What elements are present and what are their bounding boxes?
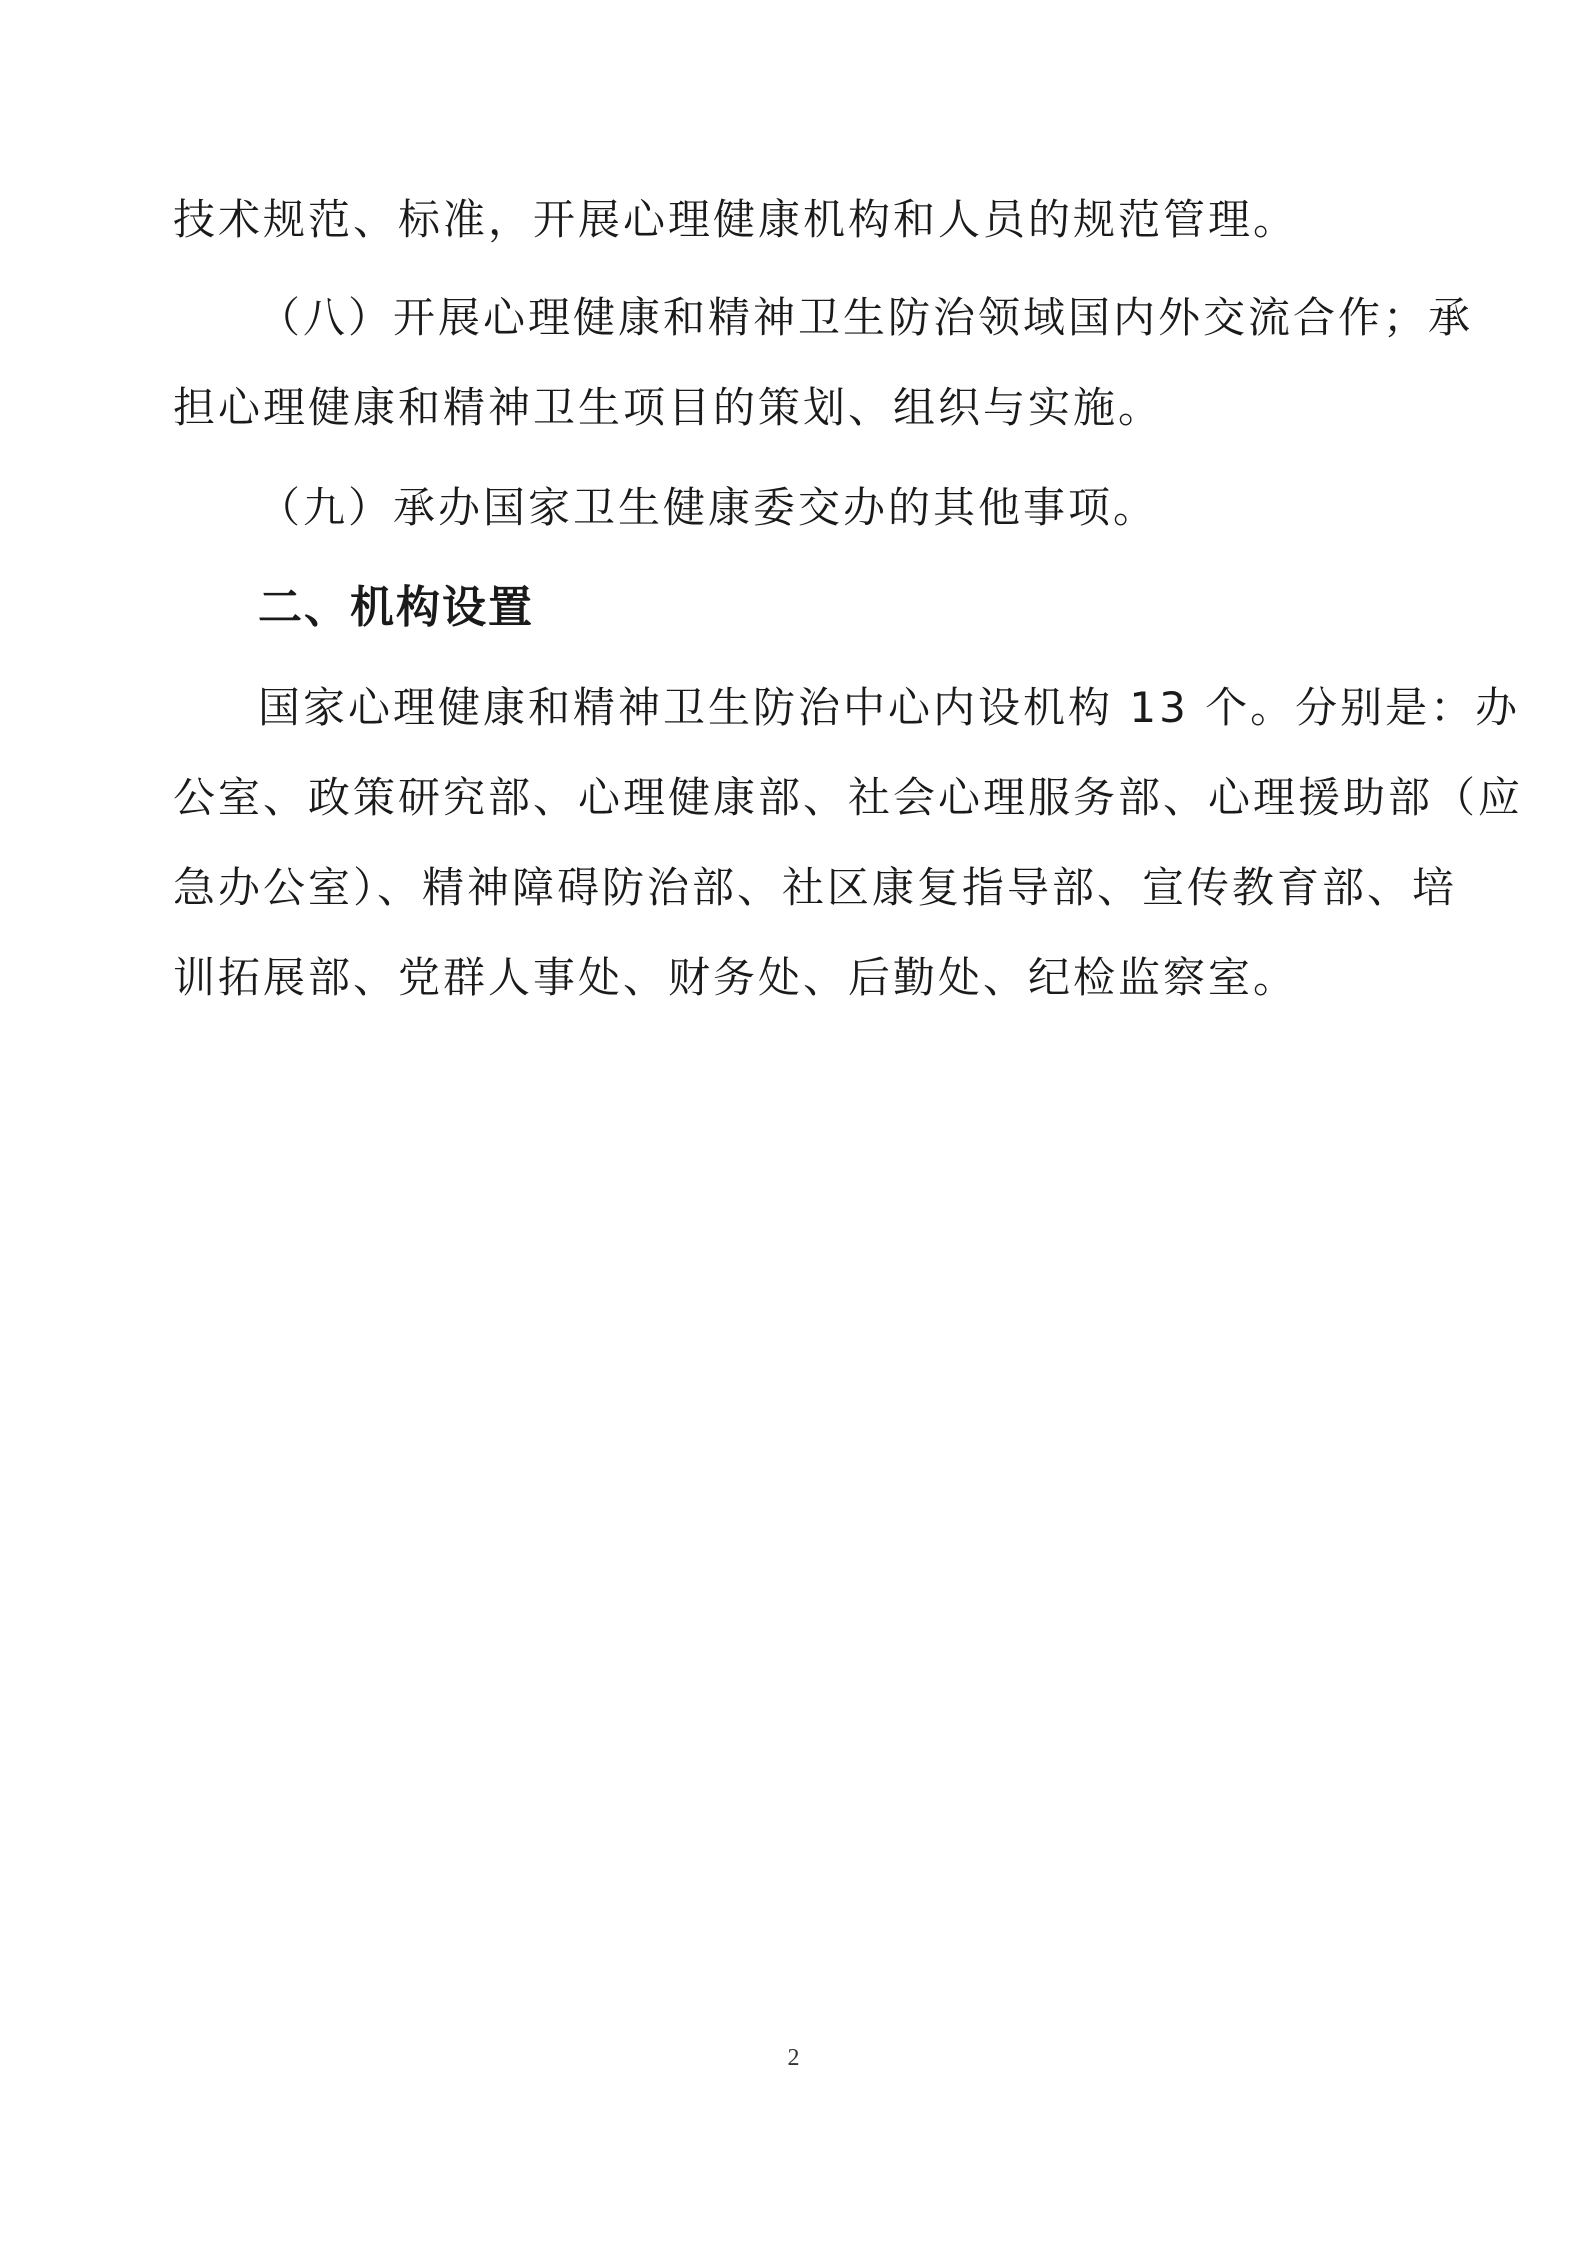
paragraph-line-1: 技术规范、标准，开展心理健康机构和人员的规范管理。 xyxy=(173,195,1299,244)
paragraph-line-2: （八）开展心理健康和精神卫生防治领域国内外交流合作；承 xyxy=(258,293,1474,342)
paragraph-line-5: 国家心理健康和精神卫生防治中心内设机构 13 个。分别是：办 xyxy=(258,683,1521,732)
paragraph-line-8: 训拓展部、党群人事处、财务处、后勤处、纪检监察室。 xyxy=(173,953,1299,1002)
page-number: 2 xyxy=(787,2045,800,2071)
paragraph-line-6: 公室、政策研究部、心理健康部、社会心理服务部、心理援助部（应 xyxy=(173,773,1524,822)
paragraph-line-3: 担心理健康和精神卫生项目的策划、组织与实施。 xyxy=(173,383,1164,432)
paragraph-line-7: 急办公室）、精神障碍防治部、社区康复指导部、宣传教育部、培 xyxy=(173,863,1458,912)
section-heading: 二、机构设置 xyxy=(258,582,534,633)
paragraph-line-4: （九）承办国家卫生健康委交办的其他事项。 xyxy=(258,483,1159,532)
